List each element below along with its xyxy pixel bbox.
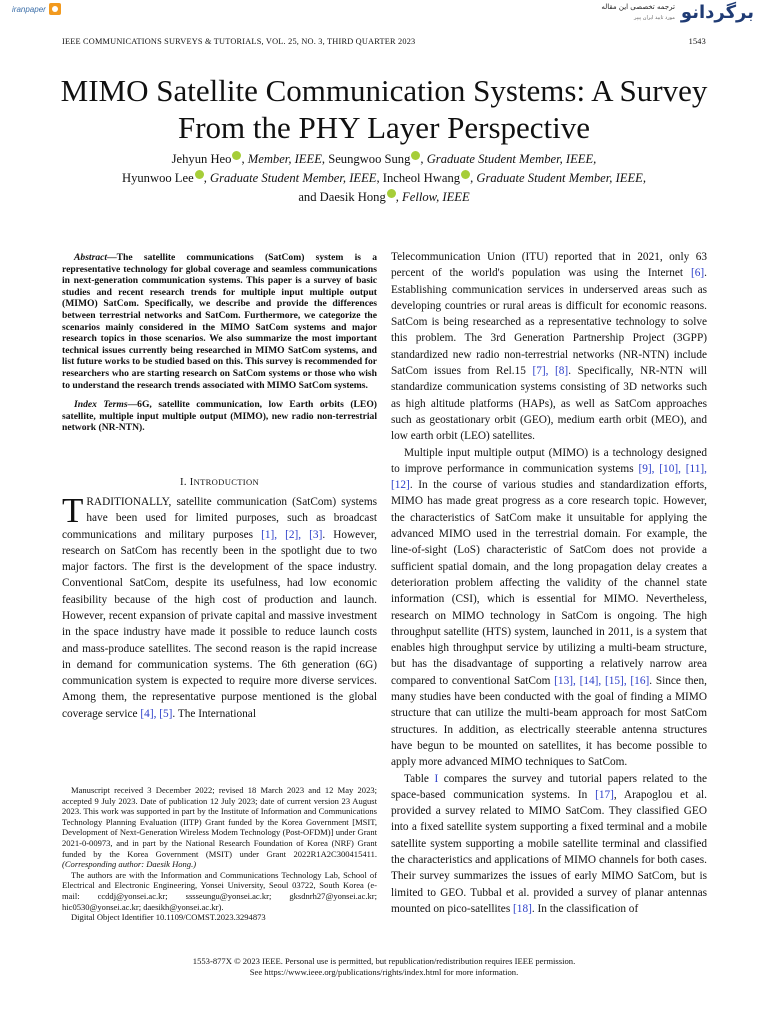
citation-link[interactable]: [18] — [513, 902, 532, 915]
citation-link[interactable]: [13], [14], [15], [16] — [554, 674, 650, 687]
left-column — [62, 252, 377, 722]
body-text: Multiple input multiple output (MIMO) is a technology designed to improve performance in communication systems — [391, 446, 707, 475]
author-name: Hyunwoo Lee — [121, 171, 194, 185]
citation-link[interactable]: [17] — [595, 788, 614, 801]
footnote-manuscript — [62, 785, 377, 870]
copyright-notice — [0, 956, 768, 978]
page-number: 1543 — [688, 37, 706, 46]
body-text: . In the classification of — [531, 902, 639, 915]
index-terms-label: Index Terms — [74, 399, 128, 411]
citation-link[interactable]: [9], [10], [11], [12] — [391, 462, 707, 492]
author-list: Jehyun Heo , Member, IEEE, Seungwoo Sung , Graduate Student Member, IEEE, Hyunwoo Lee , Graduate Student Member, IEEE, Incheol Hwang , Graduate Student Member, IEEE, and Daesik Hong , Fellow, IEEE — [121, 152, 646, 204]
section-name: NTRODUCTION — [193, 476, 259, 487]
author-role: Graduate Student Member, IEEE, — [426, 152, 597, 166]
footnote — [62, 785, 377, 923]
section-numeral: I. I — [180, 476, 194, 488]
iranpaper-logo[interactable] — [12, 3, 61, 15]
author-name: Incheol Hwang — [382, 171, 461, 185]
translation-tagline — [601, 2, 675, 23]
body-paragraph — [391, 445, 707, 771]
body-text: , Arapoglou et al. provided a survey related to MIMO SatCom. They classified GEO into a fixed satellite system supporting a fixed terminal and a mobile satellite system supporting a mobile satellite terminal and classified the characteristics and applications of MIMO channels for both cases. Their survey summarizes the issues of early MIMO SatCom, but is limited to GEO. Tubbal et al. provided a survey of planar antennas mounted on pico-satellites — [391, 788, 707, 915]
body-text: compares the survey and tutorial papers related to the space-based communication systems. In — [391, 772, 707, 801]
section-heading — [62, 477, 377, 488]
copyright-line-1: 1553-877X © 2023 IEEE. Personal use is permitted, but republication/redistribution requires IEEE permission. — [192, 956, 576, 966]
orcid-icon[interactable] — [387, 189, 396, 198]
body-text: Telecommunication Union (ITU) reported that in 2021, only 63 percent of the world's population was using the Internet — [391, 251, 707, 280]
title-line-1: MIMO Satellite Communication Systems: A Survey — [60, 73, 708, 108]
translation-tagline-sub: مورد تایید ایران پیپر — [634, 15, 675, 21]
table-link[interactable]: I — [434, 772, 439, 785]
body-paragraph — [391, 249, 707, 445]
author-role: Graduate Student Member, IEEE — [209, 171, 377, 185]
abstract — [62, 252, 377, 391]
right-column — [391, 249, 707, 917]
title-line-2: From the PHY Layer Perspective — [177, 110, 591, 145]
citation-link[interactable]: [7], [8] — [532, 365, 569, 378]
paper-title — [40, 72, 728, 146]
body-text: . Establishing communication services in underserved areas such as developing countries or rural areas is difficult for economic reasons. SatCom is being researched as a representative technology to solve this problem. The 3rd Generation Partnership Project (3GPP) standardized new radio non-terrestrial networks (NR-NTN) include SatCom issues from Rel.15 — [391, 267, 707, 378]
orcid-icon[interactable] — [411, 151, 420, 160]
translation-logo[interactable] — [601, 2, 754, 23]
corresponding-author: (Corresponding author: Daesik Hong.) — [62, 859, 197, 870]
citation-link[interactable]: [4], [5] — [140, 707, 173, 720]
orcid-icon[interactable] — [232, 151, 241, 160]
citation-link[interactable]: [6] — [690, 267, 705, 280]
orcid-icon[interactable] — [461, 170, 470, 179]
body-text: Table — [404, 772, 435, 785]
author-role: Member, IEEE — [247, 152, 322, 166]
copyright-line-2: See https://www.ieee.org/publications/rights/index.html for more information. — [249, 967, 519, 977]
journal-name: IEEE COMMUNICATIONS SURVEYS & TUTORIALS, VOL. 25, NO. 3, THIRD QUARTER 2023 — [62, 37, 416, 46]
orcid-icon[interactable] — [195, 170, 204, 179]
body-paragraph — [391, 771, 707, 918]
author-role: Graduate Student Member, IEEE, — [476, 171, 646, 185]
body-text: . In the course of various studies and standardization efforts, MIMO has made great progress as a core research topic. However, the characteristics of SatCom make it unsuitable for applying the advanced MIMO used in the terrestrial domain. For example, the line-of-sight (LoS) characteristic of SatCom does not provide a sufficient spatial domain, and the long propagation delay creates a deterioration problem affecting the validity of the channel state information (CSI), which is essential for MIMO. Nevertheless, research on MIMO technology in SatCom is ongoing. The high throughput satellite (HTS) system, launched in 2011, is a system that enables high throughput service by utilizing a multi-beam structure, but has the disadvantage of supporting a relatively narrow area compared to conventional SatCom — [391, 479, 707, 687]
abstract-label: Abstract — [74, 252, 108, 263]
translation-brand: برگردانو — [680, 2, 754, 23]
author-name: Jehyun Heo — [171, 152, 232, 166]
watermark-strip — [0, 0, 768, 26]
running-header — [62, 37, 706, 46]
index-terms-text: —6G, satellite communication, low Earth orbits (LEO) satellite, multiple input multiple output (MIMO), new radio non-terrestrial network (NR-NTN). — [62, 399, 377, 434]
author-name: and Daesik Hong — [298, 190, 386, 204]
citation-link[interactable]: [1], [2], [3] — [261, 528, 323, 541]
abstract-text: —The satellite communications (SatCom) system is a representative technology for global coverage and seamless communications in next-generation communication systems. This paper is a survey of basic studies and recent research trends for multiple input multiple output (MIMO) SatCom. Specifically, we describe and provide the differences between terrestrial networks and SatCom. Furthermore, we categorize the scenarios mainly considered in the MIMO SatCom systems and major research topics in those scenarios. We also summarize the most important technical issues currently being researched in MIMO SatCom systems, and list future works to be studied based on this. This survey is recommended for researchers who are starting research on SatCom systems or those who wish to understand the research trends associated with MIMO SatCom systems. — [62, 252, 377, 391]
doi[interactable]: Digital Object Identifier 10.1109/COMST.2023.3294873 — [71, 912, 266, 923]
translation-tagline-main: ترجمه تخصصی این مقاله — [601, 3, 675, 11]
iranpaper-icon — [49, 3, 61, 15]
author-role: Fellow, IEEE — [402, 190, 470, 204]
footnote-text: Manuscript received 3 December 2022; revised 18 March 2023 and 12 May 2023; accepted 9 July 2023. Date of publication 12 July 2023; date of current version 23 August 2023. This work was supported in part by the Institute of Information and Communications Technology Planning Evaluation (IITP) Grant funded by the Korea Government [MSIT, Development of Next-Generation Wireless Modem Technology (Post-OFDM)] under Grant 2021-0-00973, and in part by the National Research Foundation of Korea (NRF) Grant funded by the Korea Government (MSIT) under Grant 2022R1A2C300415411. — [62, 785, 377, 859]
footnote-affiliation: The authors are with the Information and Communications Technology Lab, School of Electrical and Electronic Engineering, Yonsei University, Seoul 03722, South Korea (e-mail: ccddj@yonsei.ac.kr; sssseungu@yonsei.ac.kr; gksdnrh27@yonsei.ac.kr; hic0530@yonsei.ac.kr; daesikh@yonsei.ac.kr). — [62, 869, 377, 912]
index-terms — [62, 399, 377, 434]
intro-text: . However, research on SatCom has recently been in the spotlight due to two major factors. The first is the development of the space industry. Conventional SatCom, despite its usefulness, had low economic feasibility because of the high cost of production and launch. However, recent expansion of private capital and massive investment in the space industry have made it possible to reduce launch costs and mass-produce satellites. The second reason is the rapid increase in demand for communication systems. The 6th generation (6G) communication system is expected to require more diverse services. Among them, the representative purpose mentioned is the global coverage service — [62, 528, 377, 720]
author-name: Seungwoo Sung — [328, 152, 411, 166]
iranpaper-logo-text: iranpaper — [12, 4, 46, 14]
intro-text: . The International — [172, 707, 256, 720]
body-text: . Specifically, NR-NTN will standardize communication systems consisting of 3D networks such as high altitude platforms (HAPs), as well as SatCom approaches such as geostationary orbit (GEO), medium earth orbit (MEO), and low earth orbit (LEO) satellites. — [391, 365, 708, 443]
drop-cap: T — [62, 490, 84, 530]
body-text: . Since then, many studies have been conducted with the goal of finding a MIMO structure that can utilize the multi-beam approach for most SatCom structures. In addition, as electrically steerable antenna structures have begun to be mounted on satellites, it has become possible to apply more advanced MIMO techniques to SatCom. — [391, 674, 707, 769]
intro-paragraph — [62, 490, 377, 722]
intro-text: RADITIONALLY, satellite communication (SatCom) systems have been used for limited purposes, such as broadcast communications and military purposes — [62, 495, 377, 541]
